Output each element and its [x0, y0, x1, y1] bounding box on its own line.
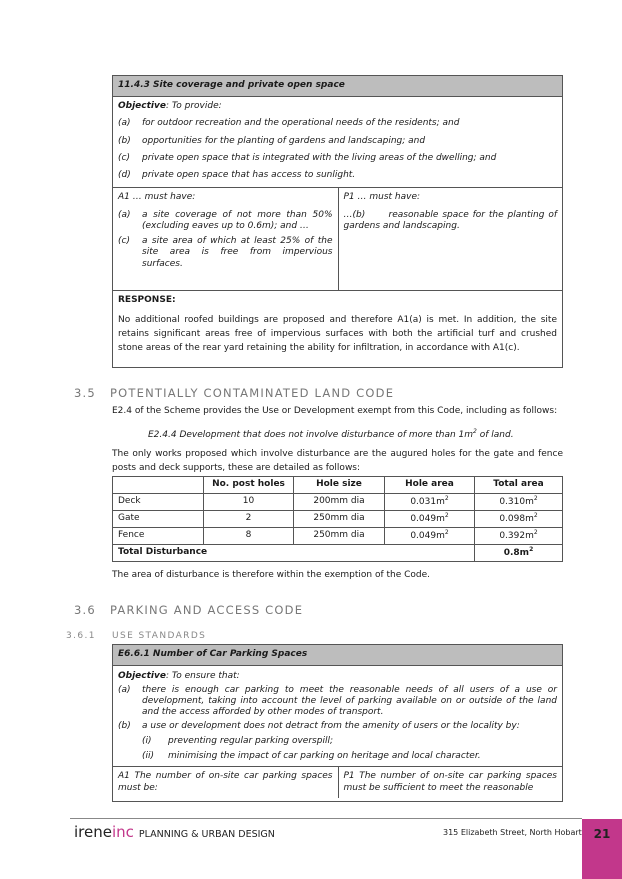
objective-subitem: (ii) minimising the impact of car parking on heritage and local character. — [142, 751, 481, 762]
company-logo: irene inc PLANNING & URBAN DESIGN — [74, 823, 275, 841]
footer-divider — [70, 818, 582, 819]
acceptable-solution-cell — [113, 188, 338, 290]
objective-item: (a) for outdoor recreation and the operational needs of the residents; and — [118, 118, 460, 129]
quoted-clause: E2.4.4 Development that does not involve disturbance of more than $1m^2$ of land. — [148, 428, 514, 440]
objective-item: (c) private open space that is integrated with the living areas of the dwelling; and — [118, 152, 497, 163]
a1-heading: A1 … must have: — [118, 192, 196, 203]
criteria-row — [113, 187, 562, 290]
site-coverage-table — [112, 75, 563, 368]
table-row: Deck 10 200mm dia $0.031m^2$ $0.310m^2$ — [113, 494, 563, 511]
works-paragraph: The only works proposed which involve disturbance are the augured holes for the gate and fence posts and deck supports, these are detailed as follows: — [112, 449, 563, 473]
parking-table — [112, 644, 563, 802]
page-number-box — [582, 819, 622, 879]
response-cell — [113, 290, 562, 359]
a1-item: (a) a site coverage of not more than 50% (excluding eaves up to 0.6m); and … — [118, 209, 333, 231]
objective-text: : To ensure that: — [165, 671, 240, 681]
objective-subitem: (i) preventing regular parking overspill; — [142, 735, 333, 746]
disturbance-table — [112, 476, 563, 562]
section-heading: 3.5 POTENTIALLY CONTAMINATED LAND CODE — [74, 386, 395, 400]
objective-cell — [113, 666, 562, 766]
objective-text: : To provide: — [165, 101, 222, 111]
p1-heading: P1 … must have: — [343, 192, 421, 203]
section-heading: 3.6 PARKING AND ACCESS CODE — [74, 603, 304, 617]
a1-text: A1 The number of on-site car parking spaces must be: — [118, 771, 333, 793]
performance-criteria-cell — [338, 188, 563, 290]
response-label: RESPONSE: — [118, 295, 176, 306]
table-row: Fence 8 250mm dia $0.049m^2$ $0.392m^2$ — [113, 528, 563, 545]
table-header-row: No. post holes Hole size Hole area Total area — [113, 477, 563, 494]
objective-label: Objective — [118, 101, 166, 111]
objective-cell — [113, 97, 562, 187]
objective-item: (b) opportunities for the planting of gardens and landscaping; and — [118, 135, 426, 146]
footer-address: 315 Elizabeth Street, North Hobart — [443, 828, 582, 837]
p1-text: P1 The number of on-site car parking spaces must be sufficient to meet the reasonable — [338, 767, 563, 798]
page-number: 21 — [593, 827, 611, 841]
subsection-heading: 3.6.1 USE STANDARDS — [66, 631, 207, 641]
objective-item: (d) private open space that has access to sunlight. — [118, 170, 356, 180]
objective-item: (a) there is enough car parking to meet the reasonable needs of all users of a use or development, taking into account the level of parking available on or outside of the land and the access afforded by other modes of transport. — [118, 685, 557, 717]
table-total-row: Total Disturbance $0.8m^2$ — [113, 545, 563, 562]
a1-item: (c) a site area of which at least 25% of the site area is free from impervious surfaces. — [118, 236, 333, 269]
response-text: No additional roofed buildings are proposed and therefore A1(a) is met. In addition, the site retains significant areas free of impervious surfaces with both the artificial turf and crushed stone areas of the rear yard retaining the ability for infiltration, in accordance with A1(c). — [118, 314, 557, 354]
section-intro: E2.4 of the Scheme provides the Use or Development exempt from this Code, including as follows: — [112, 406, 558, 416]
objective-label: Objective — [118, 671, 166, 681]
table-title: 11.4.3 Site coverage and private open space — [113, 76, 562, 97]
objective-item: (b) a use or development does not detract from the amenity of users or the locality by: — [118, 720, 520, 731]
criteria-row — [113, 766, 562, 798]
table-row: Gate 2 250mm dia $0.049m^2$ $0.098m^2$ — [113, 511, 563, 528]
table-title: E6.6.1 Number of Car Parking Spaces — [113, 645, 562, 666]
p1-text: …(b) reasonable space for the planting of gardens and landscaping. — [343, 209, 560, 231]
conclusion-text: The area of disturbance is therefore within the exemption of the Code. — [112, 570, 431, 580]
